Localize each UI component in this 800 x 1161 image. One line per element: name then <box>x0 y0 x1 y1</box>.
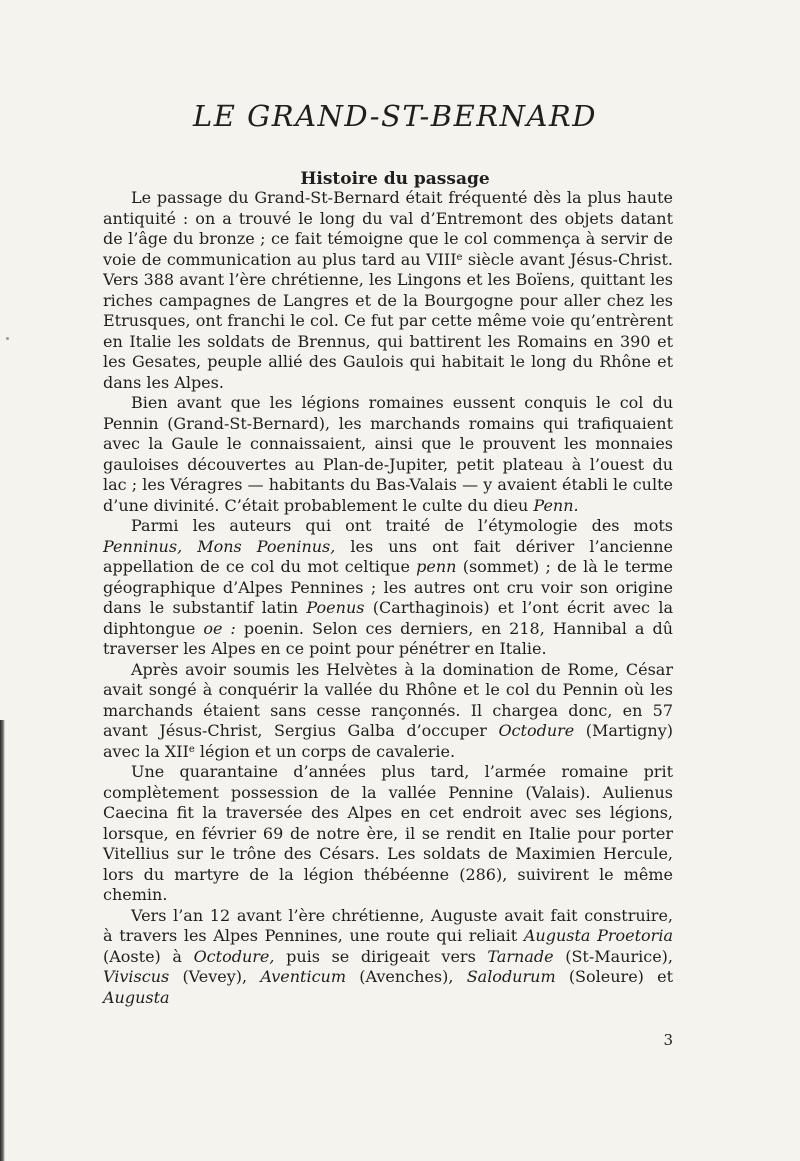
paragraph-5 <box>103 762 673 906</box>
paragraph-1 <box>103 188 673 393</box>
paragraph-3 <box>103 516 673 660</box>
margin-speck <box>6 337 9 340</box>
paragraph-text: (Martigny) avec la XII <box>103 721 673 761</box>
superscript: e <box>456 251 463 263</box>
paragraph-text: Vers l’an 12 avant l’ère chrétienne, Auguste avait fait construire, à travers les Alpes Pennines, une route qui reliait <box>103 905 673 945</box>
italic-term: Penn. <box>533 495 579 515</box>
paragraph-6 <box>103 906 673 1009</box>
italic-term: Viviscus <box>103 967 170 986</box>
paragraph-text: (Soleure) et <box>555 967 674 986</box>
paragraph-text: (Avenches), <box>346 967 467 986</box>
paragraph-text: Le passage du Grand-St-Bernard était fréquenté dès la plus haute antiquité : on a trouvé le long du val d’Entremont des objets datant de l’âge du bronze ; ce fait témoigne que le col commença à servir de voie de communication au plus tard au VIII <box>103 188 673 269</box>
paragraph-text: Parmi les auteurs qui ont traité de l’étymologie des mots <box>131 516 673 535</box>
italic-term: Aventicum <box>260 967 347 986</box>
italic-term: Octodure, <box>193 946 275 966</box>
paragraph-text: (sommet) ; de là le terme géographique d’Alpes Pennines ; les autres ont cru voir son origine dans le substantif latin <box>103 557 674 617</box>
paragraph-text: siècle avant Jésus-Christ. Vers 388 avant l’ère chrétienne, les Lingons et les Boïens, quittant les riches campagnes de Langres et de la Bourgogne pour aller chez les Etrusques, ont franchi le col. Ce fut par cette même voie qu’entrèrent en Italie les soldats de Brennus, qui battirent les Romains en 390 et les Gesates, peuple allié des Gaulois qui habitait le long du Rhône et dans les Alpes. <box>103 249 673 392</box>
page-title: LE GRAND-ST-BERNARD <box>192 99 598 134</box>
italic-term: Poenus <box>306 598 365 617</box>
superscript: e <box>188 743 195 755</box>
paragraph-text: Bien avant que les légions romaines eussent conquis le col du Pennin (Grand-St-Bernard), les marchands romains qui trafiquaient avec la Gaule le connaissaient, ainsi que le prouvent les monnaies gauloises découvertes au Plan-de-Jupiter, petit plateau à l’ouest du lac ; les Véragres — habitants du Bas-Valais — y avaient établi le culte d’une divinité. C’était probablement le culte du dieu <box>103 393 673 515</box>
italic-term: Augusta <box>103 987 170 1007</box>
paragraph-text: (Vevey), <box>169 967 261 986</box>
section-heading: Histoire du passage <box>300 169 490 190</box>
paragraph-text: légion et un corps de cavalerie. <box>194 741 456 761</box>
paragraph-text: poenin. Selon ces derniers, en 218, Hannibal a dû traverser les Alpes en ce point pour pénétrer en Italie. <box>103 618 674 658</box>
paragraph-2 <box>103 393 673 516</box>
paragraph-text: Une quarantaine d’années plus tard, l’armée romaine prit complètement possession de la vallée Pennine (Valais). Aulienus Caecina fit la traversée des Alpes en cet endroit avec ses légions, lorsque, en février 69 de notre ère, il se rendit en Italie pour porter Vitellius sur le trône des Césars. Les soldats de Maximien Hercule, lors du martyre de la légion thébéenne (286), suivirent le même chemin. <box>103 762 673 904</box>
paragraph-text: (Carthaginois) et l’ont écrit avec la diphtongue <box>103 598 673 638</box>
italic-term: penn <box>416 557 457 576</box>
italic-term: Augusta Proetoria <box>523 926 673 945</box>
page-number: 3 <box>663 1031 673 1049</box>
paragraph-text: les uns ont fait dériver l’ancienne appellation de ce col du mot celtique <box>103 536 673 576</box>
paragraph-4 <box>103 660 673 763</box>
italic-term: Salodurum <box>466 967 556 986</box>
binding-shadow <box>0 720 5 1161</box>
paragraph-text: puis se dirigeait vers <box>274 946 488 966</box>
italic-term: Octodure <box>498 721 575 740</box>
paragraph-text: Après avoir soumis les Helvètes à la domination de Rome, César avait songé à conquérir la vallée du Rhône et le col du Pennin où les marchands étaient sans cesse rançonnés. Il chargea donc, en 57 avant Jésus-Christ, Sergius Galba d’occuper <box>103 659 673 740</box>
italic-term: Penninus, Mons Poeninus, <box>103 536 336 556</box>
paragraph-text: (Aoste) à <box>103 946 194 966</box>
italic-term: oe : <box>203 618 236 638</box>
body-text <box>103 188 673 1008</box>
paragraph-text: (St-Maurice), <box>553 946 673 966</box>
italic-term: Tarnade <box>487 946 554 966</box>
